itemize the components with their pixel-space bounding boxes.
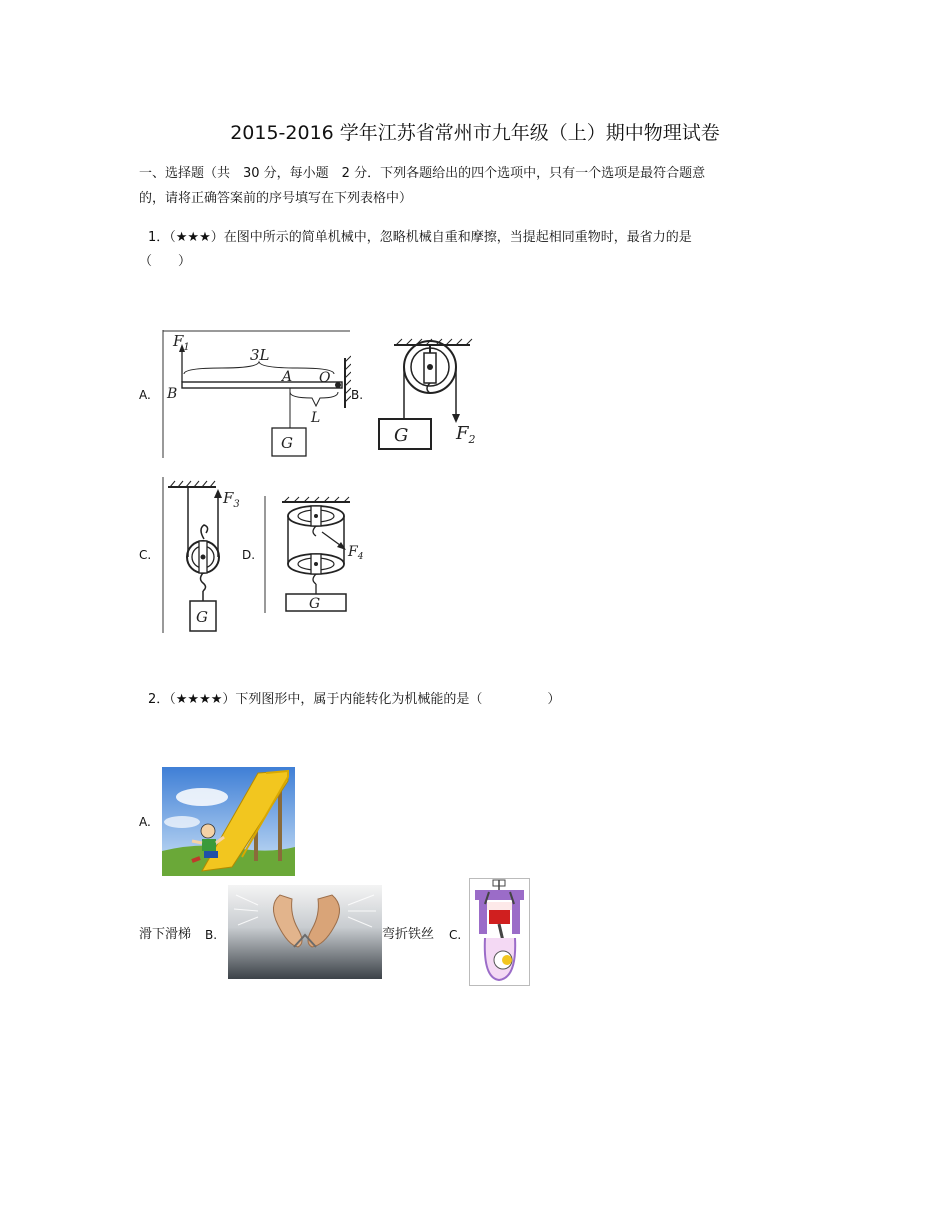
question-stem: 在图中所示的简单机械中，忽略机械自重和摩擦，当提起相同重物时，最省力的是 [223, 230, 692, 245]
weight-g-label: G [394, 425, 409, 446]
span-3l-label: 3L [250, 346, 270, 364]
force-f4-label: $F_4$ [348, 544, 364, 562]
option-b-caption: 弯折铁丝 [382, 927, 435, 942]
question-number: 2． [148, 692, 170, 707]
option-b-label[interactable]: B. [351, 388, 364, 402]
bending-wire-illustration [228, 885, 382, 979]
force-f1-label: $F_1$ [173, 332, 190, 353]
force-f2-label: $F_2$ [456, 423, 476, 446]
option-a-label[interactable]: A. [139, 815, 151, 829]
engine-cylinder-illustration [469, 878, 530, 986]
answer-blank: （ ） [139, 254, 192, 269]
point-b-label: B [167, 386, 178, 402]
page-title: 2015-2016 学年江苏省常州市九年级（上）期中物理试卷 [230, 122, 720, 144]
point-o-label: O [319, 370, 331, 386]
short-l-label: L [311, 410, 321, 426]
difficulty-stars: （★★★★） [169, 692, 236, 707]
fixed-pulley-figure [374, 337, 490, 453]
option-d-label[interactable]: D. [242, 548, 256, 562]
weight-g-label: G [281, 434, 293, 452]
question-1-line [148, 228, 692, 248]
section-instructions-line2: 的，请将正确答案前的序号填写在下列表格中） [139, 191, 413, 206]
lever-figure [162, 330, 351, 458]
question-2-line [148, 690, 560, 710]
weight-g-label: G [309, 596, 321, 612]
movable-pulley-figure [162, 477, 244, 633]
difficulty-stars: （★★★） [169, 230, 224, 245]
section-instructions-line1: 一、选择题（共 30 分，每小题 2 分．下列各题给出的四个选项中，只有一个选项是最符合题意 [139, 166, 706, 181]
question-stem: 下列图形中，属于内能转化为机械能的是（ ） [235, 692, 561, 707]
pulley-block-figure [264, 496, 382, 613]
weight-g-label: G [196, 608, 208, 626]
option-b-label[interactable]: B. [205, 928, 218, 942]
question-number: 1． [148, 230, 170, 245]
slide-illustration [162, 767, 295, 876]
option-c-label[interactable]: C. [139, 548, 152, 562]
option-a-caption: 滑下滑梯 [139, 927, 192, 942]
option-c-label[interactable]: C. [449, 928, 462, 942]
point-a-label: A [282, 369, 293, 385]
option-a-label[interactable]: A. [139, 388, 151, 402]
force-f3-label: $F_3$ [223, 489, 240, 510]
